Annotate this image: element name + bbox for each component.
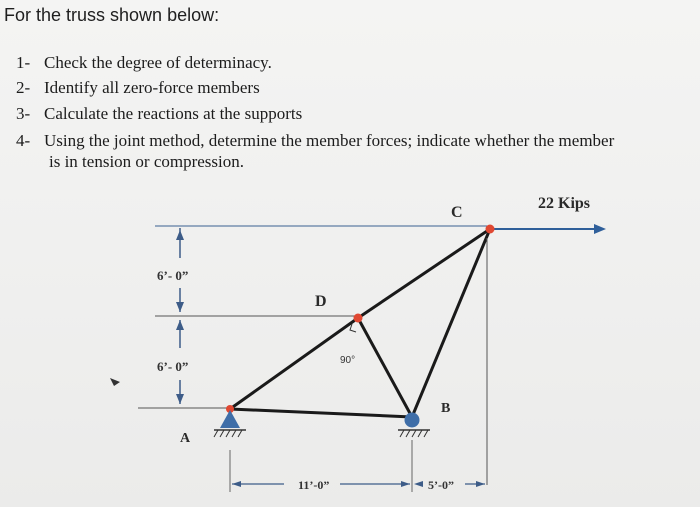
cursor-mark (110, 378, 120, 386)
problem-intro: For the truss shown below: (4, 5, 220, 25)
joint-D (354, 314, 363, 323)
joint-label-B: B (441, 401, 451, 416)
joint-C (486, 225, 495, 234)
pin-support-A (220, 410, 240, 428)
dim-11ft-arrow-left (232, 481, 241, 487)
lower-height-label: 6’- 0” (157, 359, 189, 374)
task-3-number: 3- (16, 104, 31, 123)
span-5ft-label: 5’-0” (428, 478, 454, 492)
joint-label-A: A (180, 431, 191, 446)
task-4-continuation: is in tension or compression. (49, 152, 245, 171)
member-DB (358, 318, 412, 417)
upper-dim-arrow-up (176, 230, 184, 240)
task-3-text: Calculate the reactions at the supports (44, 104, 303, 123)
dim-11ft-arrow-right (401, 481, 410, 487)
task-2-text: Identify all zero-force members (44, 78, 260, 97)
roller-support-B (405, 413, 420, 428)
joint-label-C: C (451, 204, 463, 221)
lower-dim-arrow-down (176, 394, 184, 404)
member-AB (230, 409, 412, 417)
upper-height-label: 6’- 0” (157, 268, 189, 283)
dim-5ft-arrow-right (476, 481, 485, 487)
joint-label-D: D (315, 293, 327, 310)
lower-dim-arrow-up (176, 320, 184, 330)
right-angle-label: 90° (340, 355, 356, 366)
span-11ft-label: 11’-0” (298, 478, 330, 492)
member-AD (230, 318, 358, 409)
task-1-number: 1- (16, 53, 31, 72)
task-1-text: Check the degree of determinacy. (44, 53, 272, 72)
member-BC (412, 229, 490, 417)
ground-hatch-B (400, 430, 428, 437)
upper-dim-arrow-down (176, 302, 184, 312)
ground-hatch-A (214, 430, 242, 437)
task-4-number: 4- (16, 131, 31, 150)
task-2-number: 2- (16, 78, 31, 97)
right-angle-marker (350, 324, 356, 332)
dim-5ft-arrow-left (414, 481, 423, 487)
load-label: 22 Kips (538, 195, 591, 212)
load-arrowhead (594, 224, 606, 234)
task-4-text: Using the joint method, determine the member forces; indicate whether the member (44, 131, 615, 150)
